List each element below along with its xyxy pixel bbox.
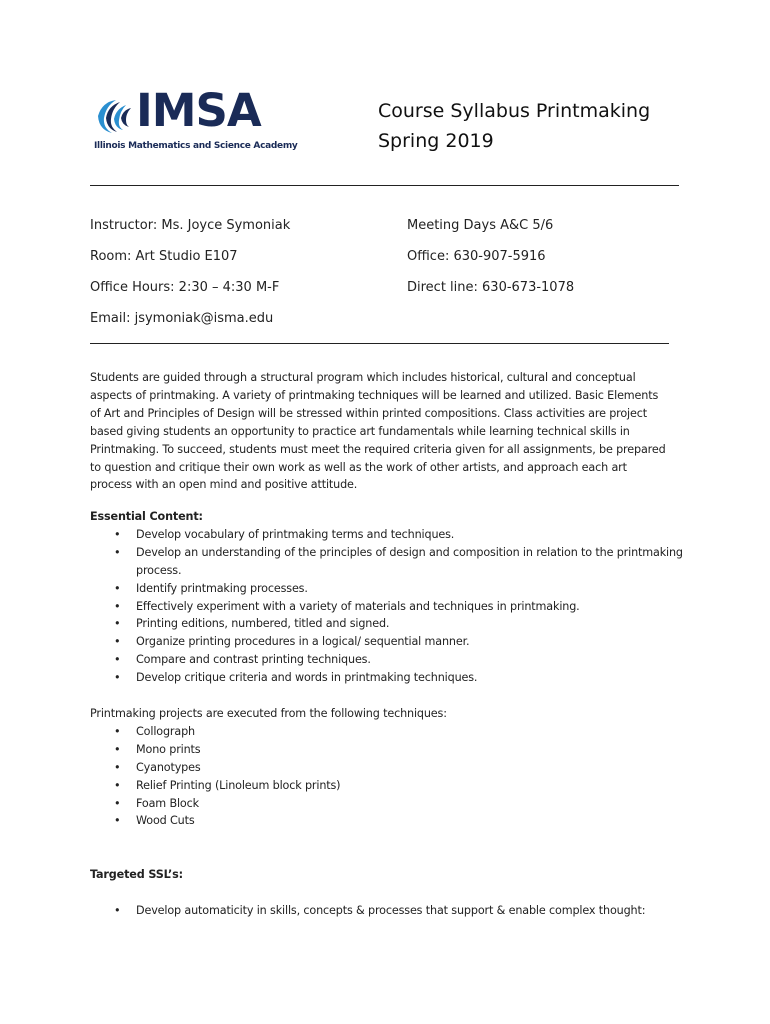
- bullet-icon: •: [114, 653, 121, 667]
- meeting-days-text: Meeting Days A&C 5/6: [407, 218, 554, 233]
- email-text: Email: jsymoniak@isma.edu: [90, 311, 274, 326]
- office-hours-text: Office Hours: 2:30 – 4:30 M-F: [90, 280, 280, 295]
- logo-subtitle: Illinois Mathematics and Science Academy: [94, 141, 298, 151]
- list-item-text: Organize printing procedures in a logical/ sequential manner.: [136, 635, 470, 649]
- projects-section: [90, 705, 690, 830]
- list-item: [90, 598, 690, 616]
- divider-top: [90, 185, 679, 186]
- essential-content-list: [90, 526, 690, 687]
- list-item: [90, 615, 690, 633]
- bullet-icon: •: [114, 617, 121, 631]
- ssl-heading: Targeted SSL’s:: [90, 868, 183, 881]
- room-text: Room: Art Studio E107: [90, 249, 238, 264]
- list-item: [90, 651, 690, 669]
- list-item-text: Effectively experiment with a variety of materials and techniques in printmaking.: [136, 599, 580, 613]
- bullet-icon: •: [114, 814, 121, 828]
- bullet-icon: •: [114, 903, 121, 917]
- bullet-icon: •: [114, 635, 121, 649]
- bullet-icon: •: [114, 724, 121, 738]
- list-item: [90, 580, 690, 598]
- imsa-logo: [90, 84, 298, 158]
- list-item: [90, 812, 690, 830]
- direct-line-text: Direct line: 630-673-1078: [407, 280, 575, 295]
- list-item: [90, 633, 690, 651]
- list-item-text: Develop vocabulary of printmaking terms and techniques.: [136, 527, 455, 541]
- list-item: [90, 741, 690, 759]
- bullet-icon: •: [114, 760, 121, 774]
- list-item-text: Mono prints: [136, 742, 201, 756]
- projects-list: [90, 723, 690, 830]
- list-item: [90, 902, 690, 920]
- essential-content-heading: Essential Content:: [90, 510, 203, 523]
- list-item-text: Develop automaticity in skills, concepts & processes that support & enable complex thought:: [136, 903, 646, 917]
- intro-paragraph: Students are guided through a structural program which includes historical, cultural and conceptual aspects of printmaking. A variety of printmaking techniques will be learned and utilized. Basic Elements of Art and Principles of Design will be stressed within printed compositions. Class activities are project based giving students an opportunity to practice art fundamentals while learning technical skills in Printmaking. To succeed, students must meet the required criteria given for all assignments, be prepared to question and critique their own work as well as the work of other artists, and approach each art process with an open mind and positive attitude.: [90, 371, 666, 492]
- list-item-text: Printing editions, numbered, titled and signed.: [136, 617, 390, 631]
- list-item: [90, 759, 690, 777]
- divider-bottom: [90, 343, 669, 344]
- title-line-1: Course Syllabus Printmaking: [378, 100, 651, 122]
- document-title: [378, 96, 650, 156]
- instructor-text: Instructor: Ms. Joyce Symoniak: [90, 218, 291, 233]
- list-item: [90, 723, 690, 741]
- ssl-list: [90, 902, 690, 920]
- list-item-text: Identify printmaking processes.: [136, 581, 308, 595]
- list-item: [90, 795, 690, 813]
- essential-content-section: [90, 508, 690, 687]
- list-item-text: Wood Cuts: [136, 814, 195, 828]
- list-item-text: Cyanotypes: [136, 760, 201, 774]
- list-item: [90, 544, 690, 580]
- list-item: [90, 777, 690, 795]
- bullet-icon: •: [114, 742, 121, 756]
- bullet-icon: •: [114, 527, 121, 541]
- logo-wordmark: IMSA: [136, 84, 261, 137]
- list-item: [90, 526, 690, 544]
- globe-swoosh-icon: [94, 96, 134, 136]
- list-item-text: Develop an understanding of the principles of design and composition in relation to the printmaking process.: [136, 545, 683, 577]
- bullet-icon: •: [114, 778, 121, 792]
- ssl-section: [90, 866, 690, 920]
- list-item: [90, 669, 690, 687]
- bullet-icon: •: [114, 545, 121, 559]
- list-item-text: Foam Block: [136, 796, 199, 810]
- list-item-text: Compare and contrast printing techniques.: [136, 653, 371, 667]
- bullet-icon: •: [114, 796, 121, 810]
- projects-heading: Printmaking projects are executed from the following techniques:: [90, 707, 447, 720]
- list-item-text: Relief Printing (Linoleum block prints): [136, 778, 341, 792]
- bullet-icon: •: [114, 581, 121, 595]
- bullet-icon: •: [114, 599, 121, 613]
- bullet-icon: •: [114, 671, 121, 685]
- list-item-text: Develop critique criteria and words in printmaking techniques.: [136, 671, 478, 685]
- title-line-2: Spring 2019: [378, 130, 494, 152]
- office-phone-text: Office: 630-907-5916: [407, 249, 546, 264]
- list-item-text: Collograph: [136, 724, 195, 738]
